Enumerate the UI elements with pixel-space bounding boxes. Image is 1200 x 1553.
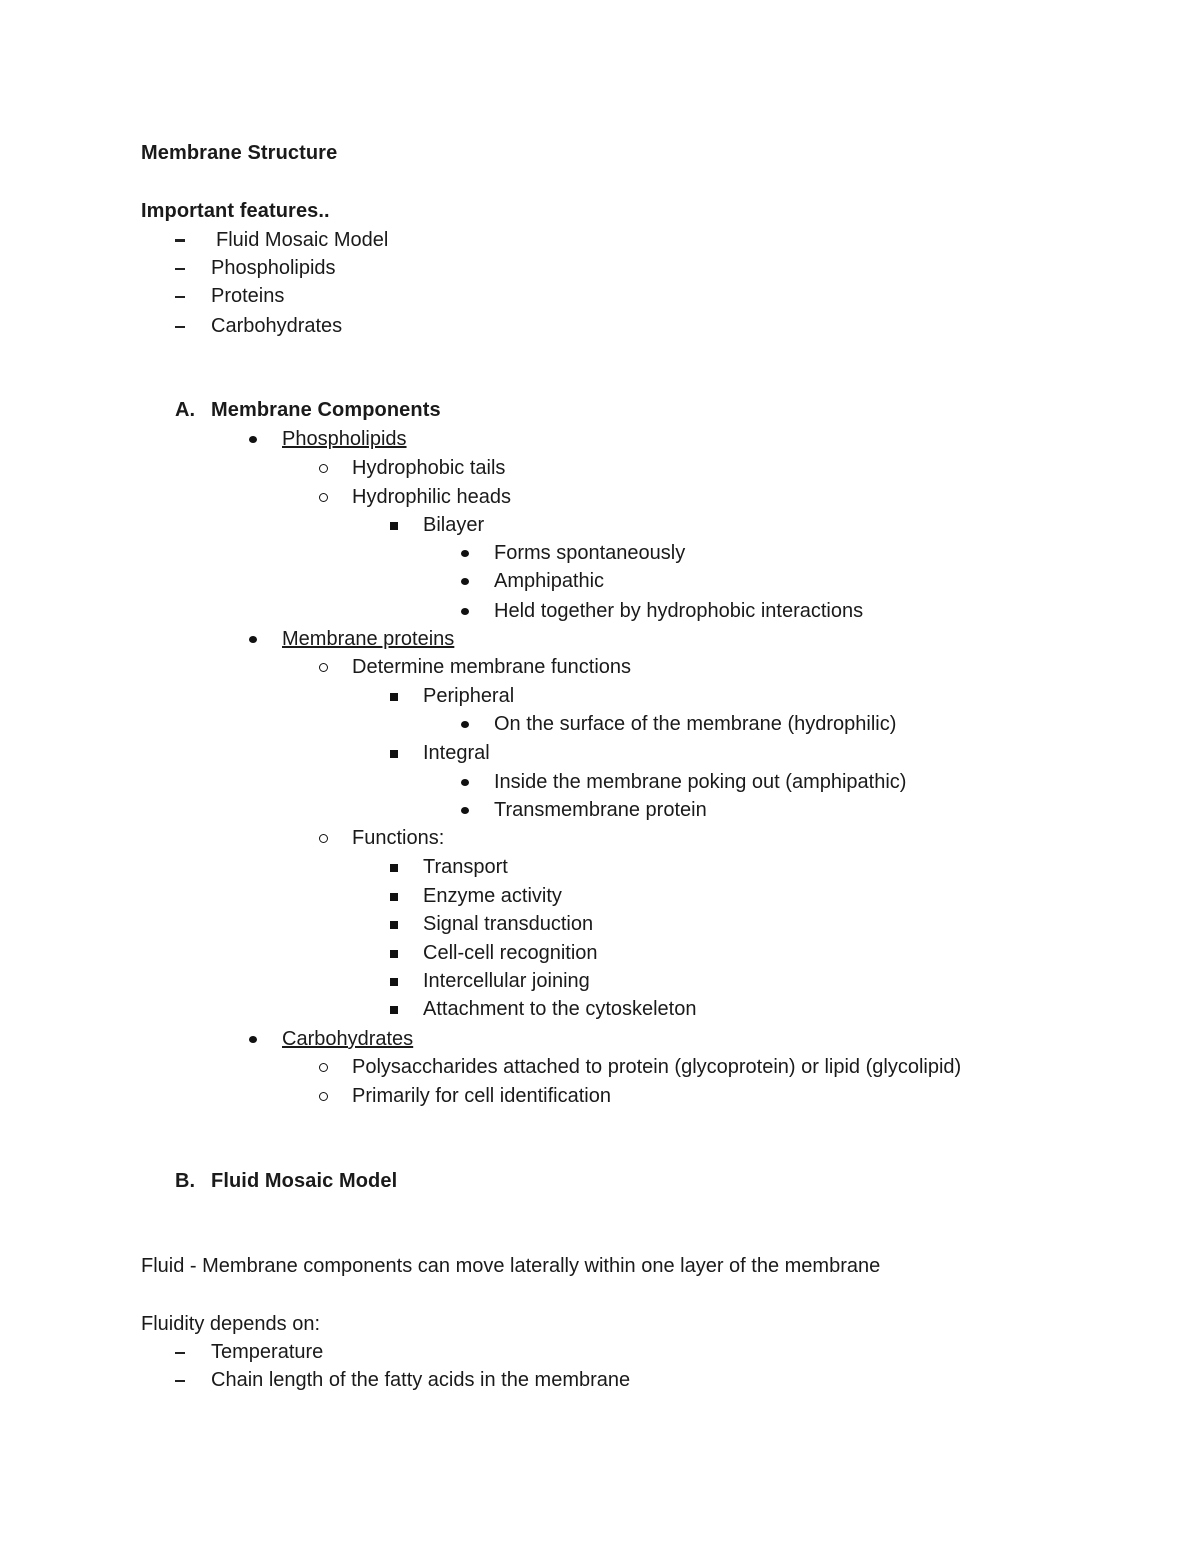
circle-bullet-icon (319, 1063, 328, 1072)
dash-bullet-icon (175, 268, 185, 270)
disc-bullet-icon (461, 807, 469, 814)
document-title: Membrane Structure (141, 142, 338, 164)
list-item-text: Held together by hydrophobic interactions (494, 600, 864, 622)
list-item-text: Fluid Mosaic Model (216, 229, 389, 251)
section-marker: A. (175, 399, 196, 421)
list-item-text: Transmembrane protein (494, 799, 707, 821)
list-item-text: Hydrophilic heads (352, 486, 511, 508)
square-bullet-icon (390, 950, 398, 958)
list-item-text: Chain length of the fatty acids in the membrane (211, 1369, 631, 1391)
list-item-text: Amphipathic (494, 570, 605, 592)
square-bullet-icon (390, 1006, 398, 1014)
list-item-text: Temperature (211, 1341, 324, 1363)
dash-bullet-icon (175, 1380, 185, 1382)
square-bullet-icon (390, 522, 398, 530)
list-item-text: Cell-cell recognition (423, 942, 598, 964)
disc-bullet-icon (249, 436, 257, 443)
list-item-text: Inside the membrane poking out (amphipathic) (494, 771, 907, 793)
disc-bullet-icon (461, 779, 469, 786)
list-item-text: Transport (423, 856, 508, 878)
dash-bullet-icon (175, 296, 185, 298)
square-bullet-icon (390, 693, 398, 701)
list-item-text: Forms spontaneously (494, 542, 686, 564)
disc-bullet-icon (461, 608, 469, 615)
list-item-text: Polysaccharides attached to protein (glycoprotein) or lipid (glycolipid) (352, 1056, 962, 1078)
list-item-text: Carbohydrates (211, 315, 343, 337)
square-bullet-icon (390, 893, 398, 901)
circle-bullet-icon (319, 1092, 328, 1101)
disc-bullet-icon (461, 721, 469, 728)
list-item-text: Carbohydrates (282, 1028, 414, 1050)
square-bullet-icon (390, 978, 398, 986)
disc-bullet-icon (249, 1036, 257, 1043)
square-bullet-icon (390, 921, 398, 929)
list-item-text: On the surface of the membrane (hydrophilic) (494, 713, 897, 735)
fluidity-label: Fluidity depends on: (141, 1313, 321, 1335)
section-marker: B. (175, 1170, 196, 1192)
disc-bullet-icon (461, 550, 469, 557)
list-item-text: Membrane proteins (282, 628, 455, 650)
list-item-text: Signal transduction (423, 913, 594, 935)
dash-bullet-icon (175, 1352, 185, 1354)
list-item-text: Phospholipids (282, 428, 407, 450)
disc-bullet-icon (461, 578, 469, 585)
list-item-text: Attachment to the cytoskeleton (423, 998, 697, 1020)
circle-bullet-icon (319, 493, 328, 502)
list-item-text: Functions: (352, 827, 445, 849)
section-title: Fluid Mosaic Model (211, 1170, 398, 1192)
dash-bullet-icon (175, 326, 185, 328)
square-bullet-icon (390, 750, 398, 758)
section-title: Membrane Components (211, 399, 441, 421)
list-item-text: Integral (423, 742, 490, 764)
list-item-text: Proteins (211, 285, 285, 307)
list-item-text: Determine membrane functions (352, 656, 632, 678)
list-item-text: Primarily for cell identification (352, 1085, 611, 1107)
list-item-text: Hydrophobic tails (352, 457, 506, 479)
circle-bullet-icon (319, 663, 328, 672)
disc-bullet-icon (249, 636, 257, 643)
features-heading: Important features.. (141, 200, 330, 222)
list-item-text: Intercellular joining (423, 970, 590, 992)
circle-bullet-icon (319, 464, 328, 473)
square-bullet-icon (390, 864, 398, 872)
dash-bullet-icon (175, 239, 185, 242)
list-item-text: Bilayer (423, 514, 485, 536)
fluid-definition: Fluid - Membrane components can move laterally within one layer of the membrane (141, 1255, 881, 1277)
list-item-text: Phospholipids (211, 257, 336, 279)
list-item-text: Enzyme activity (423, 885, 562, 907)
circle-bullet-icon (319, 834, 328, 843)
list-item-text: Peripheral (423, 685, 515, 707)
